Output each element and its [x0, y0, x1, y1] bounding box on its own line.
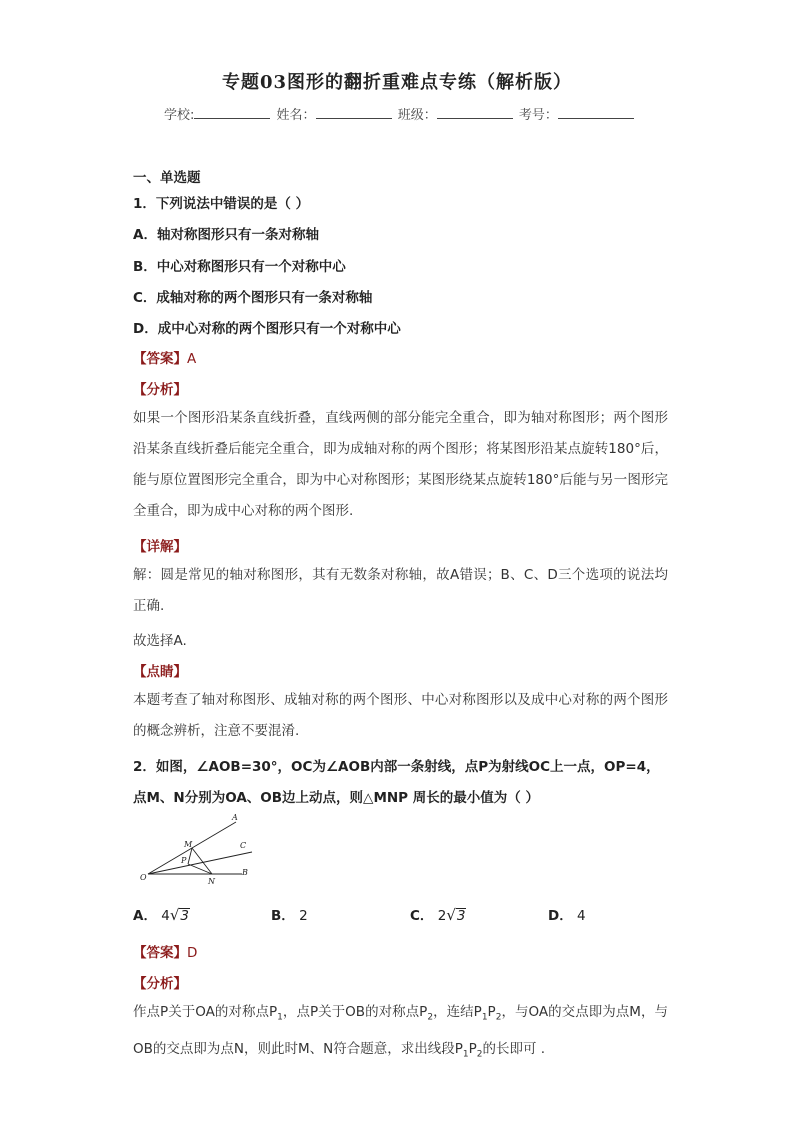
answer-label: 【答案】 [133, 945, 187, 961]
exam-number-blank[interactable] [558, 106, 634, 119]
sqrt-sign: √ [169, 906, 180, 924]
option-value: 2 [299, 908, 308, 924]
label-n: N [208, 877, 215, 886]
option-letter: A． [133, 908, 157, 924]
q1-option-a: A．轴对称图形只有一条对称轴 [133, 227, 319, 243]
label-p: P [181, 856, 187, 865]
answer-value: A [187, 351, 197, 367]
q1-option-d: D．成中心对称的两个图形只有一个对称中心 [133, 321, 401, 337]
option-letter: D． [548, 908, 573, 924]
q1-analysis-text: 如果一个图形沿某条直线折叠，直线两侧的部分能完全重合，即为轴对称图形；两个图形沿某条直线折叠后能完全重合，即为成轴对称的两个图形；将某图形沿某点旋转180°后，能与原位置图形完全重合，即为中心对称图形；某图形绕某点旋转180°后能与另一图形完全重合，即为成中心对称的两个图形. [133, 410, 668, 519]
q1-comment-text: 本题考查了轴对称图形、成轴对称的两个图形、中心对称图形以及成中心对称的两个图形的概念辨析，注意不要混淆. [133, 692, 668, 739]
label-b: B [242, 868, 248, 877]
q1-option-c: C．成轴对称的两个图形只有一条对称轴 [133, 290, 373, 306]
q1-stem: 1．下列说法中错误的是（ ） [133, 196, 310, 212]
q2-stem-line2: 点M、N分别为OA、OB边上动点，则△MNP 周长的最小值为（ ） [133, 790, 539, 806]
q2-analysis-text: 作点P关于OA的对称点$P_1$，点P关于OB的对称点$P_2$，连结$P_1P_2$，与OA的交点即为点M，与OB的交点即为点N，则此时M、N符合题意，求出线段$P_1P_2$的长即可 . [133, 1004, 668, 1060]
school-label: 学校: [164, 108, 195, 123]
section-heading: 一、单选题 [133, 170, 201, 186]
option-coef: 4 [161, 908, 170, 924]
label-m: M [184, 840, 193, 849]
student-info-line [164, 104, 636, 123]
angle-figure [138, 808, 268, 886]
q2-stem-line1: 2．如图，∠AOB=30°，OC为∠AOB内部一条射线，点P为射线OC上一点，OP=4， [133, 759, 660, 775]
q2-answer [133, 941, 197, 961]
answer-value: D [187, 945, 198, 961]
q2-option-d [548, 904, 586, 924]
option-letter: B． [271, 908, 295, 924]
q1-option-b: B．中心对称图形只有一个对称中心 [133, 259, 346, 275]
option-letter: C． [410, 908, 434, 924]
option-coef: 2 [437, 908, 447, 924]
document-title: 专题03图形的翻折重难点专练（解析版） [221, 72, 573, 93]
q1-analysis-label: 【分析】 [133, 382, 187, 398]
q1-detail-label: 【详解】 [133, 539, 187, 555]
q1-conclusion: 故选择A. [133, 633, 187, 649]
ray-oc [148, 852, 252, 874]
school-blank[interactable] [194, 106, 270, 119]
q2-analysis-label: 【分析】 [133, 976, 187, 992]
exam-number-label: 考号： [518, 108, 558, 123]
radicand: 3 [456, 908, 466, 924]
label-a: A [232, 813, 238, 822]
q1-comment-label: 【点睛】 [133, 664, 187, 680]
q2-option-a [133, 904, 190, 924]
q2-option-c [410, 904, 466, 924]
q2-option-b [271, 904, 308, 924]
q1-answer [133, 347, 196, 367]
q1-detail-text: 解：圆是常见的轴对称图形，其有无数条对称轴，故A错误；B、C、D三个选项的说法均正确. [133, 567, 668, 614]
name-label: 姓名： [276, 108, 316, 123]
name-blank[interactable] [316, 106, 392, 119]
option-value: 4 [577, 908, 586, 924]
class-label: 班级： [397, 108, 437, 123]
class-blank[interactable] [437, 106, 513, 119]
answer-label: 【答案】 [133, 351, 187, 367]
label-o: O [140, 873, 147, 882]
sqrt-sign: √ [446, 906, 456, 924]
radicand: 3 [180, 908, 189, 924]
label-c: C [240, 841, 247, 850]
